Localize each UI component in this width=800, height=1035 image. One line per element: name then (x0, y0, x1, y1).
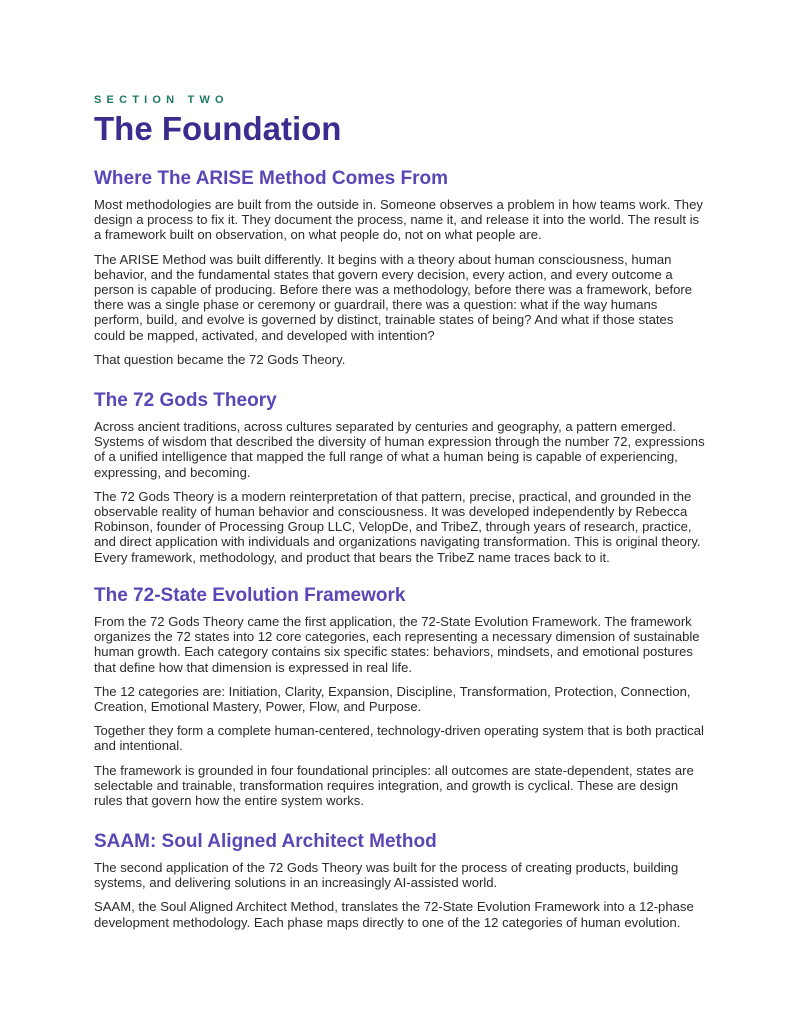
paragraph: Together they form a complete human-centered, technology-driven operating system that is both practical and intentional. (94, 723, 704, 754)
paragraph: The 72 Gods Theory is a modern reinterpretation of that pattern, precise, practical, and grounded in the observable reality of human behavior and consciousness. It was developed independently by Rebecca Robinson, founder of Processing Group LLC, VelopDe, and TribeZ, through years of research, practice, and direct application with individuals and organizations navigating transformation. This is original theory. Every framework, methodology, and product that bears the TribeZ name traces back to it. (94, 488, 701, 565)
paragraph: The 12 categories are: Initiation, Clarity, Expansion, Discipline, Transformation, Protection, Connection, Creation, Emotional Mastery, Power, Flow, and Purpose. (94, 683, 691, 715)
section-saam (94, 831, 708, 939)
section-eyebrow: SECTION TWO (94, 94, 229, 106)
paragraph: The framework is grounded in four foundational principles: all outcomes are state-dependent, states are selectable and trainable, transformation requires integration, and growth is cyclical. These are design rules that govern how the entire system works. (94, 762, 694, 809)
page-title: The Foundation (94, 110, 342, 147)
section-heading: The 72-State Evolution Framework (94, 585, 406, 606)
paragraph: SAAM, the Soul Aligned Architect Method, translates the 72-State Evolution Framework into a 12-phase development methodology. Each phase maps directly to one of the 12 categories of human evolution. (94, 899, 694, 930)
paragraph: Most methodologies are built from the outside in. Someone observes a problem in how teams work. They design a process to fix it. They document the process, name it, and release it into the world. The result is a framework built on observation, on what people do, not on what people are. (94, 197, 703, 243)
paragraph: From the 72 Gods Theory came the first application, the 72-State Evolution Framework. The framework organizes the 72 states into 12 core categories, each representing a necessary dimension of sustainable human growth. Each category contains six specific states: behaviors, mindsets, and emotional postures that define how that dimension is expressed in real life. (94, 614, 700, 675)
paragraph: That question became the 72 Gods Theory. (94, 351, 346, 367)
section-arise-origin (94, 168, 708, 376)
section-heading: Where The ARISE Method Comes From (94, 168, 448, 189)
section-72-state-framework (94, 585, 708, 817)
paragraph: Across ancient traditions, across cultures separated by centuries and geography, a pattern emerged. Systems of wisdom that described the diversity of human expression through the number 72, expressions of a unified intelligence that mapped the full range of what a human being is capable of experiencing, expressing, and becoming. (94, 419, 705, 480)
paragraph: The second application of the 72 Gods Theory was built for the process of creating products, building systems, and delivering solutions in an increasingly AI-assisted world. (94, 860, 679, 891)
paragraph: The ARISE Method was built differently. It begins with a theory about human consciousness, human behavior, and the fundamental states that govern every decision, every action, and every outcome a person is capable of producing. Before there was a methodology, before there was a framework, before there was a single phase or ceremony or guardrail, there was a question: what if the way humans perform, build, and evolve is governed by distinct, trainable states of being? And what if those states could be mapped, activated, and developed with intention? (94, 251, 693, 343)
section-heading: The 72 Gods Theory (94, 390, 277, 411)
section-72-gods-theory (94, 390, 708, 574)
section-heading: SAAM: Soul Aligned Architect Method (94, 831, 437, 852)
